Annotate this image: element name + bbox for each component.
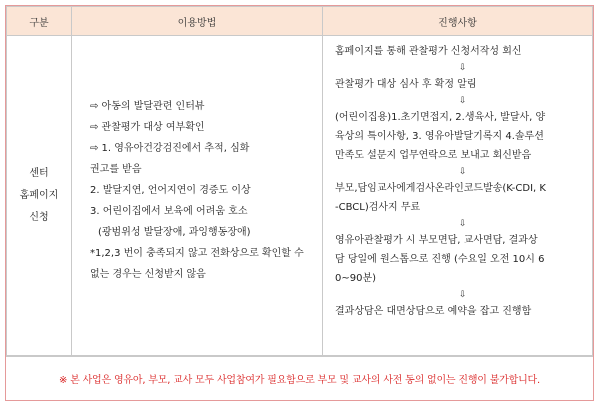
content-row [7,36,593,357]
category-line: 센터 [29,168,49,179]
progress-line: (어린이집용)1.초기면접지, 2.생육사, 발달사, 양 [335,112,546,123]
header-row [7,7,593,36]
header-progress: 진행사항 [323,7,593,36]
info-table [6,6,593,357]
header-category: 구분 [7,7,72,36]
category-cell [7,36,72,357]
method-line: (광범위성 발달장애, 과잉행동장애) [98,227,251,238]
progress-cell [323,36,593,357]
progress-line: 결과상담은 대면상담으로 예약을 잡고 진행함 [335,306,532,317]
progress-line: 부모,담임교사에게검사온라인코드발송(K-CDI, K [335,183,546,194]
down-arrow-icon: ⇩ [459,63,467,73]
progress-line: 육상의 특이사항, 3. 영유아발달기록지 4.솔루션 [335,131,544,142]
progress-line: 영유아관찰평가 시 부모면담, 교사면담, 결과상 [335,235,538,246]
method-line: ⇨ 1. 영유아건강검진에서 추적, 심화 [90,143,250,154]
progress-line: 홈페이지를 통해 관찰평가 신청서작성 회신 [335,46,522,57]
progress-line: 만족도 설문지 업무연락으로 보내고 회신받음 [335,150,532,161]
category-line: 신청 [29,212,49,223]
method-line: 3. 어린이집에서 보육에 어려움 호소 [90,206,248,217]
category-line: 홈페이지 [19,190,59,201]
method-line: 권고를 받음 [90,164,142,175]
method-line: ⇨ 아동의 발달관련 인터뷰 [90,101,205,112]
down-arrow-icon: ⇩ [459,219,467,229]
method-line: ⇨ 관찰평가 대상 여부확인 [90,122,205,133]
method-line: *1,2,3 번이 충족되지 않고 전화상으로 확인할 수 없는 경우는 신청받지 않음 [90,248,304,280]
progress-line: -CBCL)검사지 무료 [335,202,421,213]
down-arrow-icon: ⇩ [459,167,467,177]
info-table-frame [5,5,594,401]
method-cell [72,36,323,357]
method-line: 2. 발달지연, 언어지연이 경증도 이상 [90,185,251,196]
progress-line: 담 당일에 원스톱으로 진행 (수요일 오전 10시 6 [335,254,545,265]
progress-line: 관찰평가 대상 심사 후 확정 알림 [335,79,477,90]
notice-text: ※ 본 사업은 영유아, 부모, 교사 모두 사업참여가 필요함으로 부모 및 교사의 사전 동의 없이는 진행이 불가합니다. [6,355,593,400]
down-arrow-icon: ⇩ [459,96,467,106]
progress-line: 0~90분) [335,273,377,284]
down-arrow-icon: ⇩ [459,290,467,300]
header-method: 이용방법 [72,7,323,36]
